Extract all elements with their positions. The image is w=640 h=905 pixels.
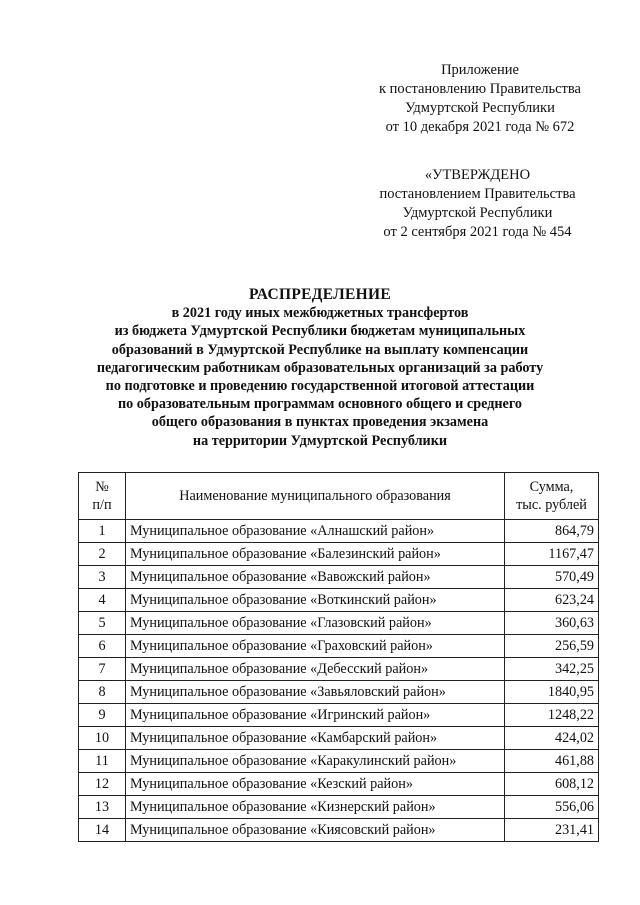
table-row (79, 704, 599, 727)
row-num: 8 (79, 681, 126, 704)
title-line: на территории Удмуртской Республики (192, 432, 448, 449)
title-line: в 2021 году иных межбюджетных трансфертов (171, 305, 469, 322)
table-row (79, 681, 599, 704)
table-row (79, 658, 599, 681)
row-sum: 256,59 (505, 635, 599, 658)
table-row (79, 520, 599, 543)
header-num (79, 473, 126, 520)
row-sum: 342,25 (505, 658, 599, 681)
approved-line: Удмуртской Республики (402, 205, 553, 221)
row-sum: 360,63 (505, 612, 599, 635)
row-name: Муниципальное образование «Вавожский район» (126, 566, 505, 589)
table-header-row (79, 473, 599, 520)
row-num: 2 (79, 543, 126, 566)
approved-line: «УТВЕРЖДЕНО (424, 167, 531, 183)
row-sum: 556,06 (505, 796, 599, 819)
row-num: 13 (79, 796, 126, 819)
row-sum: 1167,47 (505, 543, 599, 566)
header-sum (505, 473, 599, 520)
row-num: 14 (79, 819, 126, 842)
row-name: Муниципальное образование «Воткинский район» (126, 589, 505, 612)
title-line: по подготовке и проведению государственной итоговой аттестации (105, 378, 535, 395)
table-row (79, 796, 599, 819)
row-name: Муниципальное образование «Балезинский район» (126, 543, 505, 566)
row-num: 9 (79, 704, 126, 727)
table-row (79, 635, 599, 658)
row-name: Муниципальное образование «Кезский район» (126, 773, 505, 796)
row-num: 1 (79, 520, 126, 543)
row-num: 12 (79, 773, 126, 796)
row-sum: 570,49 (505, 566, 599, 589)
header-sum-line2: тыс. рублей (516, 497, 587, 513)
row-num: 4 (79, 589, 126, 612)
table-row (79, 819, 599, 842)
header-num-line1: № (95, 479, 109, 495)
row-num: 10 (79, 727, 126, 750)
row-sum: 1840,95 (505, 681, 599, 704)
title-line: образований в Удмуртской Республике на выплату компенсации (111, 341, 529, 358)
row-sum: 461,88 (505, 750, 599, 773)
row-sum: 424,02 (505, 727, 599, 750)
title-line: общего образования в пунктах проведения экзамена (151, 414, 489, 431)
table-row (79, 750, 599, 773)
row-name: Муниципальное образование «Каракулинский район» (126, 750, 505, 773)
table-row (79, 566, 599, 589)
row-num: 5 (79, 612, 126, 635)
row-name: Муниципальное образование «Алнашский район» (126, 520, 505, 543)
document-title (60, 286, 580, 450)
row-name: Муниципальное образование «Дебесский район» (126, 658, 505, 681)
main-title: РАСПРЕДЕЛЕНИЕ (249, 286, 391, 303)
row-num: 6 (79, 635, 126, 658)
appendix-line: Удмуртской Республики (405, 100, 555, 116)
header-num-line2: п/п (92, 497, 112, 513)
row-name: Муниципальное образование «Камбарский район» (126, 727, 505, 750)
row-name: Муниципальное образование «Завьяловский район» (126, 681, 505, 704)
row-name: Муниципальное образование «Кизнерский район» (126, 796, 505, 819)
distribution-table (78, 472, 599, 842)
table-row (79, 543, 599, 566)
approved-line: от 2 сентября 2021 года № 454 (383, 224, 572, 240)
row-sum: 864,79 (505, 520, 599, 543)
appendix-line: к постановлению Правительства (379, 81, 581, 97)
approved-header (365, 166, 590, 242)
row-num: 11 (79, 750, 126, 773)
row-num: 7 (79, 658, 126, 681)
approved-line: постановлением Правительства (379, 186, 576, 202)
row-name: Муниципальное образование «Глазовский район» (126, 612, 505, 635)
row-name: Муниципальное образование «Граховский район» (126, 635, 505, 658)
title-line: педагогическим работникам образовательных организаций за работу (96, 359, 544, 376)
row-sum: 608,12 (505, 773, 599, 796)
table-row (79, 589, 599, 612)
header-sum-line1: Сумма, (529, 479, 574, 495)
header-name: Наименование муниципального образования (126, 473, 505, 520)
title-line: из бюджета Удмуртской Республики бюджетам муниципальных (114, 323, 526, 340)
row-sum: 623,24 (505, 589, 599, 612)
table-row (79, 727, 599, 750)
row-name: Муниципальное образование «Киясовский район» (126, 819, 505, 842)
row-sum: 1248,22 (505, 704, 599, 727)
appendix-line: Приложение (441, 62, 519, 78)
table-row (79, 612, 599, 635)
row-num: 3 (79, 566, 126, 589)
title-line: по образовательным программам основного общего и среднего (117, 396, 523, 413)
appendix-header (370, 61, 590, 137)
appendix-line: от 10 декабря 2021 года № 672 (385, 119, 575, 135)
table-row (79, 773, 599, 796)
row-sum: 231,41 (505, 819, 599, 842)
row-name: Муниципальное образование «Игринский район» (126, 704, 505, 727)
